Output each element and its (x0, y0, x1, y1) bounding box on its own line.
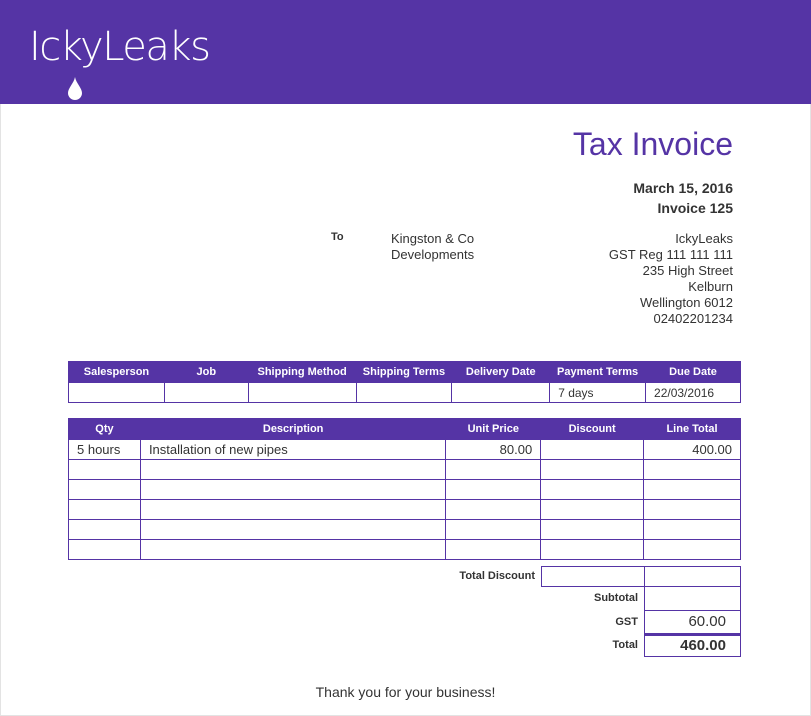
sender-line: 02402201234 (653, 311, 733, 326)
order-details-row (69, 383, 741, 403)
shipping-terms-cell (356, 383, 452, 403)
total-value: 460.00 (644, 634, 741, 657)
column-header: Due Date (646, 362, 741, 383)
column-header: Discount (541, 419, 644, 440)
discount-cell (541, 540, 644, 560)
description-cell (140, 540, 445, 560)
invoice-date: March 15, 2016 (633, 180, 733, 196)
qty-cell (69, 500, 141, 520)
line-total-cell (644, 460, 741, 480)
column-header: Line Total (644, 419, 741, 440)
column-header: Qty (69, 419, 141, 440)
line-total-cell (644, 520, 741, 540)
total-discount-line-total (644, 566, 741, 587)
discount-cell (541, 460, 644, 480)
sender-line: IckyLeaks (675, 231, 733, 246)
column-header: Delivery Date (452, 362, 550, 383)
unit-price-cell (446, 500, 541, 520)
column-header: Description (140, 419, 445, 440)
invoice-number: Invoice 125 (657, 200, 733, 216)
column-header: Shipping Method (248, 362, 356, 383)
sender-line: Kelburn (688, 279, 733, 294)
logo-text: IckyLeaks (29, 24, 210, 70)
description-cell (140, 460, 445, 480)
description-cell (140, 480, 445, 500)
line-items-header-row (69, 419, 741, 440)
sender-line: Wellington 6012 (640, 295, 733, 310)
document-title: Tax Invoice (572, 126, 733, 162)
unit-price-cell (446, 520, 541, 540)
sender-line: 235 High Street (642, 263, 733, 278)
table-row (69, 480, 741, 500)
column-header: Job (164, 362, 248, 383)
order-details-table (68, 361, 741, 403)
recipient-line: Developments (391, 247, 475, 262)
gst-label: GST (615, 616, 638, 628)
discount-cell (541, 480, 644, 500)
table-row (69, 520, 741, 540)
table-row (69, 540, 741, 560)
line-total-cell: 400.00 (644, 440, 741, 460)
qty-cell (69, 520, 141, 540)
payment-terms-cell: 7 days (550, 383, 646, 403)
thank-you-message: Thank you for your business! (315, 684, 496, 700)
unit-price-cell (446, 460, 541, 480)
discount-cell (541, 520, 644, 540)
line-total-cell (644, 480, 741, 500)
table-row (69, 440, 741, 460)
column-header: Payment Terms (550, 362, 646, 383)
sender-address (609, 231, 733, 327)
line-total-cell (644, 540, 741, 560)
table-row (69, 500, 741, 520)
description-cell (140, 520, 445, 540)
gst-value: 60.00 (644, 610, 741, 634)
column-header: Unit Price (446, 419, 541, 440)
column-header: Salesperson (69, 362, 165, 383)
total-discount-value (541, 566, 645, 587)
order-details-header-row (69, 362, 741, 383)
sender-line: GST Reg 111 111 111 (608, 247, 733, 262)
subtotal-label: Subtotal (594, 592, 638, 604)
recipient-line: Kingston & Co (391, 231, 475, 246)
description-cell (140, 500, 445, 520)
total-label: Total (612, 639, 638, 651)
header-band (0, 0, 811, 104)
to-label: To (331, 231, 344, 243)
water-drop-icon (67, 76, 83, 100)
table-row (69, 460, 741, 480)
logo (29, 24, 210, 87)
total-discount-label: Total Discount (459, 570, 535, 582)
unit-price-cell: 80.00 (446, 440, 541, 460)
line-total-cell (644, 500, 741, 520)
recipient-address (391, 231, 474, 263)
qty-cell (69, 480, 141, 500)
qty-cell (69, 460, 141, 480)
unit-price-cell (446, 480, 541, 500)
discount-cell (541, 500, 644, 520)
due-date-cell: 22/03/2016 (646, 383, 741, 403)
job-cell (164, 383, 248, 403)
line-items-table (68, 418, 741, 560)
discount-cell (541, 440, 644, 460)
column-header: Shipping Terms (356, 362, 452, 383)
salesperson-cell (69, 383, 165, 403)
unit-price-cell (446, 540, 541, 560)
shipping-method-cell (248, 383, 356, 403)
subtotal-value (644, 587, 741, 611)
description-cell: Installation of new pipes (140, 440, 445, 460)
delivery-date-cell (452, 383, 550, 403)
qty-cell: 5 hours (69, 440, 141, 460)
qty-cell (69, 540, 141, 560)
